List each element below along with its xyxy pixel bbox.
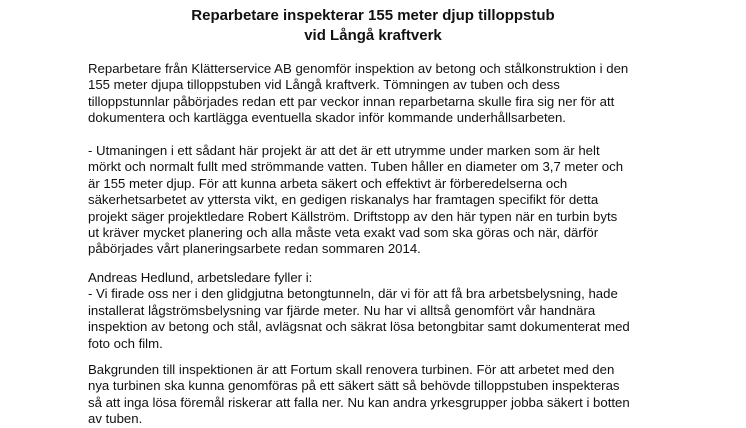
text-line: är 155 meter djup. För att kunna arbeta säkert och effektivt är förberedelserna och <box>88 175 568 191</box>
paragraph-work-leader-quote <box>88 270 688 352</box>
text-line: påbörjades vårt planeringsarbete redan sommaren 2014. <box>88 241 421 257</box>
text-line: nya turbinen ska kunna genomföras på ett säkert sätt så behövde tilloppstuben inspekteras <box>88 378 620 394</box>
article-title-line: Reparbetare inspekterar 155 meter djup tilloppstub <box>191 7 555 24</box>
text-line: 155 meter djupa tilloppstuben vid Långå kraftverk. Tömningen av tuben och dess <box>88 77 560 93</box>
paragraph-project-leader-quote <box>88 143 688 258</box>
paragraph-background <box>88 362 688 428</box>
text-line: ut kräver mycket planering och alla måste veta exakt vad som ska göras och när, därför <box>88 225 599 241</box>
text-line: projekt säger projektledare Robert Källström. Driftstopp av den här typen när en turbin byts <box>88 208 618 224</box>
text-line: installerat lågströmsbelysning var fjärde meter. Nu har vi alltså genomfört vår handnära <box>88 302 596 318</box>
text-line: Andreas Hedlund, arbetsledare fyller i: <box>88 270 313 285</box>
paragraph-intro <box>88 61 688 127</box>
text-line: av tuben. <box>88 411 143 427</box>
text-line: dokumentera och kartlägga eventuella skador inför kommande underhållsarbeten. <box>88 110 566 126</box>
text-line: - Utmaningen i ett sådant här projekt är att det är ett utrymme under marken som är helt <box>88 143 600 158</box>
text-line: mörkt och normalt fullt med strömmande vatten. Tuben håller en diameter om 3,7 meter och <box>88 159 624 175</box>
text-line: Reparbetare från Klätterservice AB genomför inspektion av betong och stålkonstruktion i den <box>88 61 629 76</box>
article-title <box>0 6 746 46</box>
text-line: Bakgrunden till inspektionen är att Fortum skall renovera turbinen. För att arbetet med den <box>88 362 615 377</box>
text-line: så att inga lösa föremål riskerar att falla ner. Nu kan andra yrkesgrupper jobba säkert i botten <box>88 394 630 410</box>
article-title-line: vid Långå kraftverk <box>304 27 442 44</box>
text-line: säkerhetsarbetet av yttersta vikt, en gedigen riskanalys har framtagen specifikt för detta <box>88 192 599 208</box>
text-line: - Vi firade oss ner i den glidgjutna betongtunneln, där vi för att få bra arbetsbelysning, hade <box>88 286 618 302</box>
text-line: inspektion av betong och stål, avlägsnat och säkrat lösa betongbitar samt dokumenterat med <box>88 319 630 335</box>
text-line: tilloppstunnlar påbörjades redan ett par veckor innan reparbetarna skulle fira sig ner för att <box>88 93 615 109</box>
text-line: foto och film. <box>88 335 163 351</box>
